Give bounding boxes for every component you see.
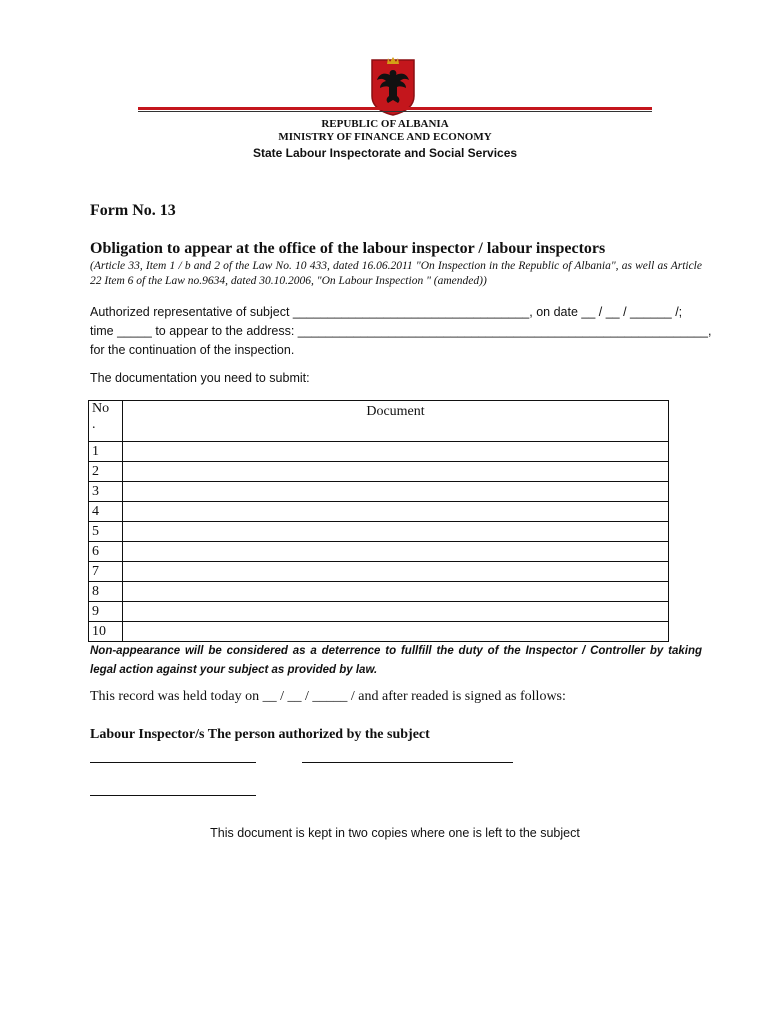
row-number: 9 bbox=[89, 602, 123, 622]
table-row bbox=[89, 482, 669, 502]
header-agency: State Labour Inspectorate and Social Services bbox=[252, 146, 518, 160]
table-row bbox=[89, 502, 669, 522]
column-header-no bbox=[89, 401, 123, 442]
table-row bbox=[89, 442, 669, 462]
header-black-rule bbox=[138, 111, 652, 112]
continuation-line: for the continuation of the inspection. bbox=[90, 343, 295, 357]
table-row bbox=[89, 542, 669, 562]
row-number: 4 bbox=[89, 502, 123, 522]
table-row bbox=[89, 622, 669, 642]
table-row bbox=[89, 602, 669, 622]
column-header-no-label: No . bbox=[92, 401, 110, 432]
legal-citation: (Article 33, Item 1 / b and 2 of the Law No. 10 433, dated 16.06.2011 "On Inspection in the Republic of Albania", as well as Article 22 Item 6 of the Law no.9634, dated 30.10.2006, "On Labour Inspection " (amended)) bbox=[90, 260, 702, 287]
header-ministry: MINISTRY OF FINANCE AND ECONOMY bbox=[278, 131, 492, 143]
document-cell[interactable] bbox=[123, 542, 669, 562]
signatures-title: Labour Inspector/s The person authorized by the subject bbox=[90, 727, 430, 742]
documents-table bbox=[88, 400, 669, 642]
document-cell[interactable] bbox=[123, 482, 669, 502]
table-row bbox=[89, 522, 669, 542]
document-cell[interactable] bbox=[123, 602, 669, 622]
row-number: 5 bbox=[89, 522, 123, 542]
document-cell[interactable] bbox=[123, 502, 669, 522]
table-row bbox=[89, 582, 669, 602]
representative-line: Authorized representative of subject __________________________________, on date __ / __ / ______ /; bbox=[90, 305, 683, 319]
row-number: 1 bbox=[89, 442, 123, 462]
form-number: Form No. 13 bbox=[90, 202, 176, 219]
footer-note: This document is kept in two copies where one is left to the subject bbox=[210, 826, 580, 840]
time-address-line: time _____ to appear to the address: ___________________________________________________________, bbox=[90, 324, 712, 338]
table-row bbox=[89, 462, 669, 482]
row-number: 7 bbox=[89, 562, 123, 582]
header-republic: REPUBLIC OF ALBANIA bbox=[321, 118, 449, 130]
document-cell[interactable] bbox=[123, 622, 669, 642]
record-statement: This record was held today on __ / __ / _____ / and after readed is signed as follows: bbox=[90, 689, 566, 704]
form-title: Obligation to appear at the office of the labour inspector / labour inspectors bbox=[90, 240, 606, 257]
column-header-document: Document bbox=[123, 401, 669, 442]
table-row bbox=[89, 562, 669, 582]
documentation-intro: The documentation you need to submit: bbox=[90, 371, 310, 385]
row-number: 8 bbox=[89, 582, 123, 602]
row-number: 6 bbox=[89, 542, 123, 562]
document-cell[interactable] bbox=[123, 582, 669, 602]
document-cell[interactable] bbox=[123, 522, 669, 542]
document-cell[interactable] bbox=[123, 462, 669, 482]
row-number: 3 bbox=[89, 482, 123, 502]
document-cell[interactable] bbox=[123, 562, 669, 582]
non-appearance-note: Non-appearance will be considered as a deterrence to fullfill the duty of the Inspector / Controller by taking legal action against your subject as provided by law. bbox=[90, 645, 702, 676]
document-cell[interactable] bbox=[123, 442, 669, 462]
table-header-row bbox=[89, 401, 669, 442]
inspector-signature-line-2[interactable] bbox=[90, 795, 256, 796]
inspector-signature-line[interactable] bbox=[90, 762, 256, 763]
row-number: 10 bbox=[89, 622, 123, 642]
row-number: 2 bbox=[89, 462, 123, 482]
subject-signature-line[interactable] bbox=[302, 762, 513, 763]
header-red-rule bbox=[138, 107, 652, 110]
